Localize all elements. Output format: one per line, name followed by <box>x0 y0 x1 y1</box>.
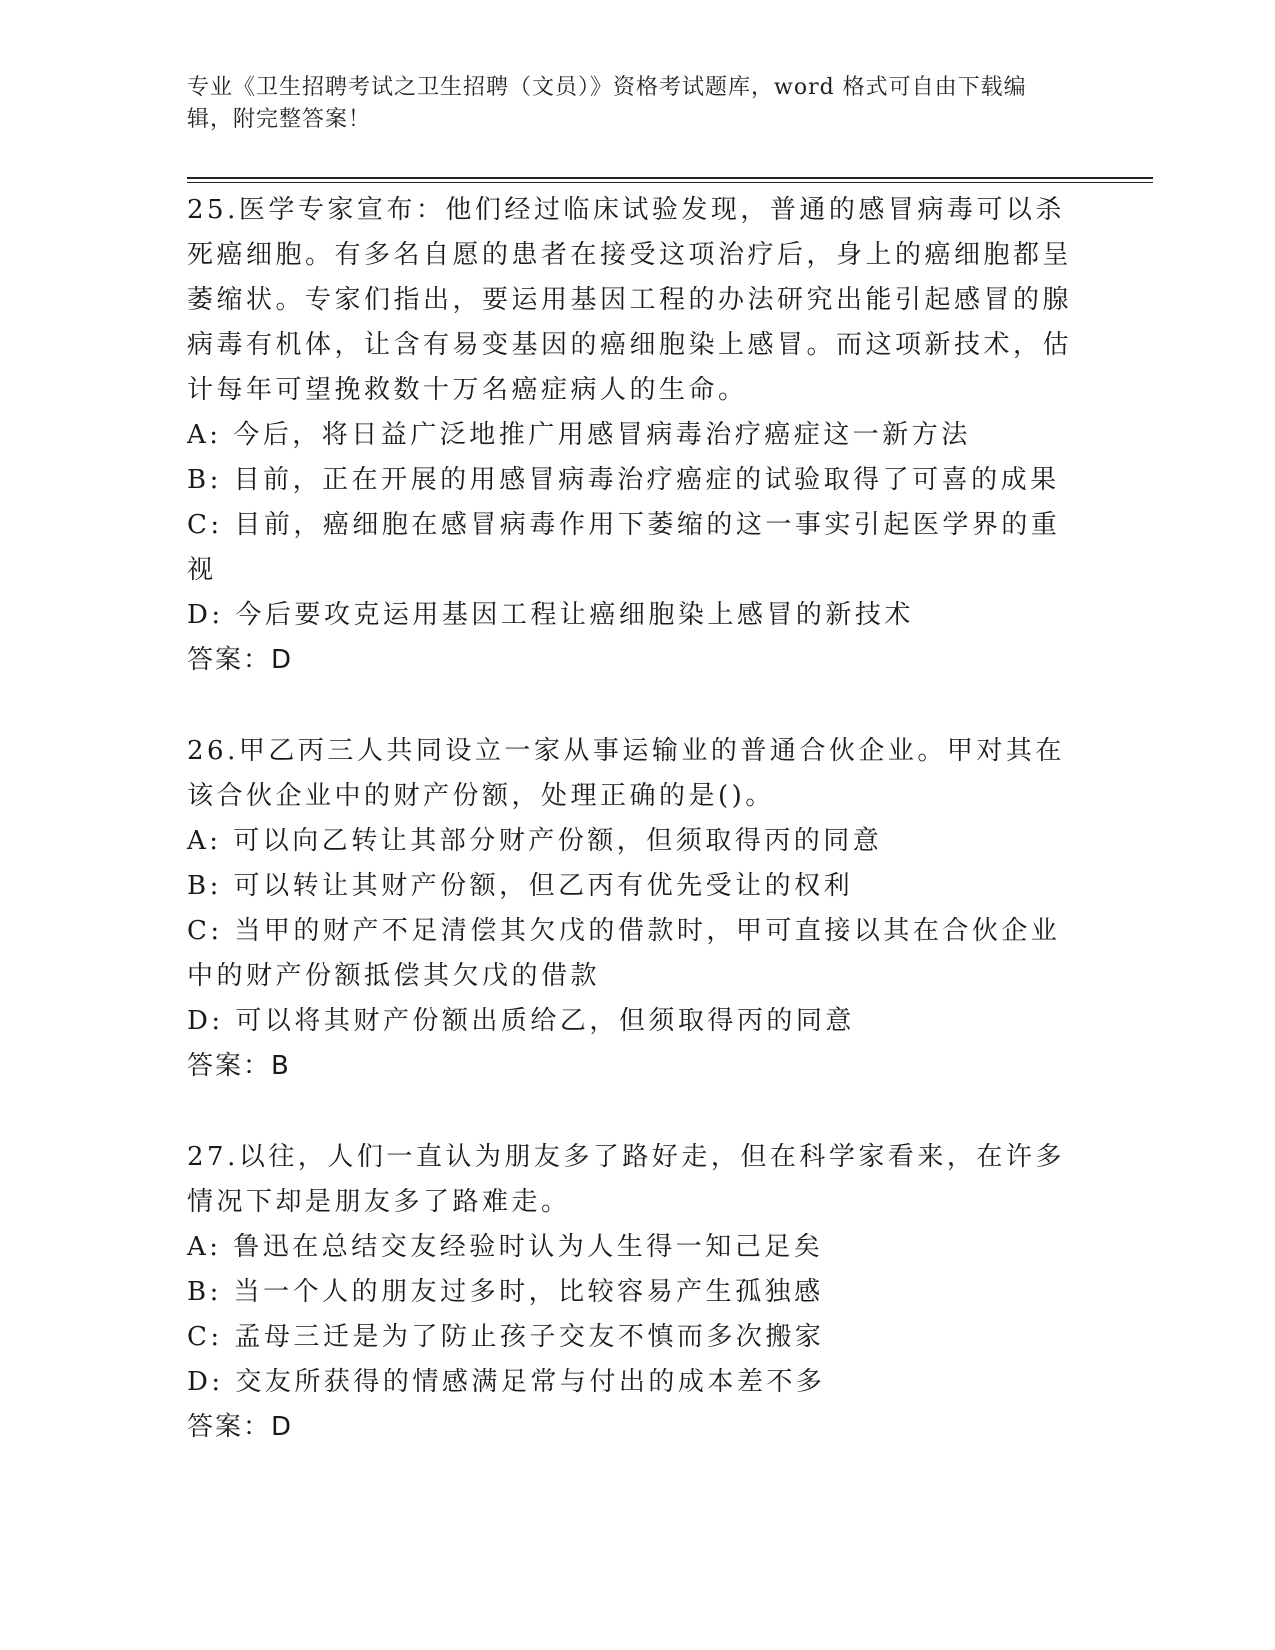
option-a: A: 今后，将日益广泛地推广用感冒病毒治疗癌症这一新方法 <box>187 420 971 450</box>
option-d: D: 可以将其财产份额出质给乙，但须取得丙的同意 <box>187 1006 855 1036</box>
header-divider-thick <box>187 177 1153 179</box>
option-b: B: 当一个人的朋友过多时，比较容易产生孤独感 <box>187 1277 824 1307</box>
question-26 <box>187 729 1087 1089</box>
option-d: D: 交友所获得的情感满足常与付出的成本差不多 <box>187 1367 826 1397</box>
answer-line: 答案：D <box>187 1412 294 1442</box>
question-stem: 26.甲乙丙三人共同设立一家从事运输业的普通合伙企业。甲对其在该合伙企业中的财产份额，处理正确的是()。 <box>187 736 1065 811</box>
option-a: A: 鲁迅在总结交友经验时认为人生得一知己足矣 <box>187 1232 824 1262</box>
option-c: C: 目前，癌细胞在感冒病毒作用下萎缩的这一事实引起医学界的重视 <box>187 510 1061 585</box>
question-list <box>187 188 1087 1496</box>
question-stem: 25.医学专家宣布：他们经过临床试验发现，普通的感冒病毒可以杀死癌细胞。有多名自愿的患者在接受这项治疗后，身上的癌细胞都呈萎缩状。专家们指出，要运用基因工程的办法研究出能引起感冒的腺病毒有机体，让含有易变基因的癌细胞染上感冒。而这项新技术，估计每年可望挽救数十万名癌症病人的生命。 <box>187 195 1073 405</box>
question-stem: 27.以往，人们一直认为朋友多了路好走，但在科学家看来，在许多情况下却是朋友多了路难走。 <box>187 1142 1065 1217</box>
question-25 <box>187 188 1087 683</box>
option-b: B: 可以转让其财产份额，但乙丙有优先受让的权利 <box>187 871 854 901</box>
answer-line: 答案：B <box>187 1051 291 1081</box>
question-27 <box>187 1135 1087 1450</box>
option-c: C: 孟母三迁是为了防止孩子交友不慎而多次搬家 <box>187 1322 825 1352</box>
document-header: 专业《卫生招聘考试之卫生招聘（文员）》资格考试题库，word 格式可自由下载编辑，附完整答案！ <box>187 75 1027 132</box>
option-b: B: 目前，正在开展的用感冒病毒治疗癌症的试验取得了可喜的成果 <box>187 465 1060 495</box>
option-d: D: 今后要攻克运用基因工程让癌细胞染上感冒的新技术 <box>187 600 914 630</box>
option-a: A: 可以向乙转让其部分财产份额，但须取得丙的同意 <box>187 826 883 856</box>
header-divider-thin <box>187 182 1153 183</box>
option-c: C: 当甲的财产不足清偿其欠戊的借款时，甲可直接以其在合伙企业中的财产份额抵偿其欠戊的借款 <box>187 916 1061 991</box>
answer-line: 答案：D <box>187 645 294 675</box>
